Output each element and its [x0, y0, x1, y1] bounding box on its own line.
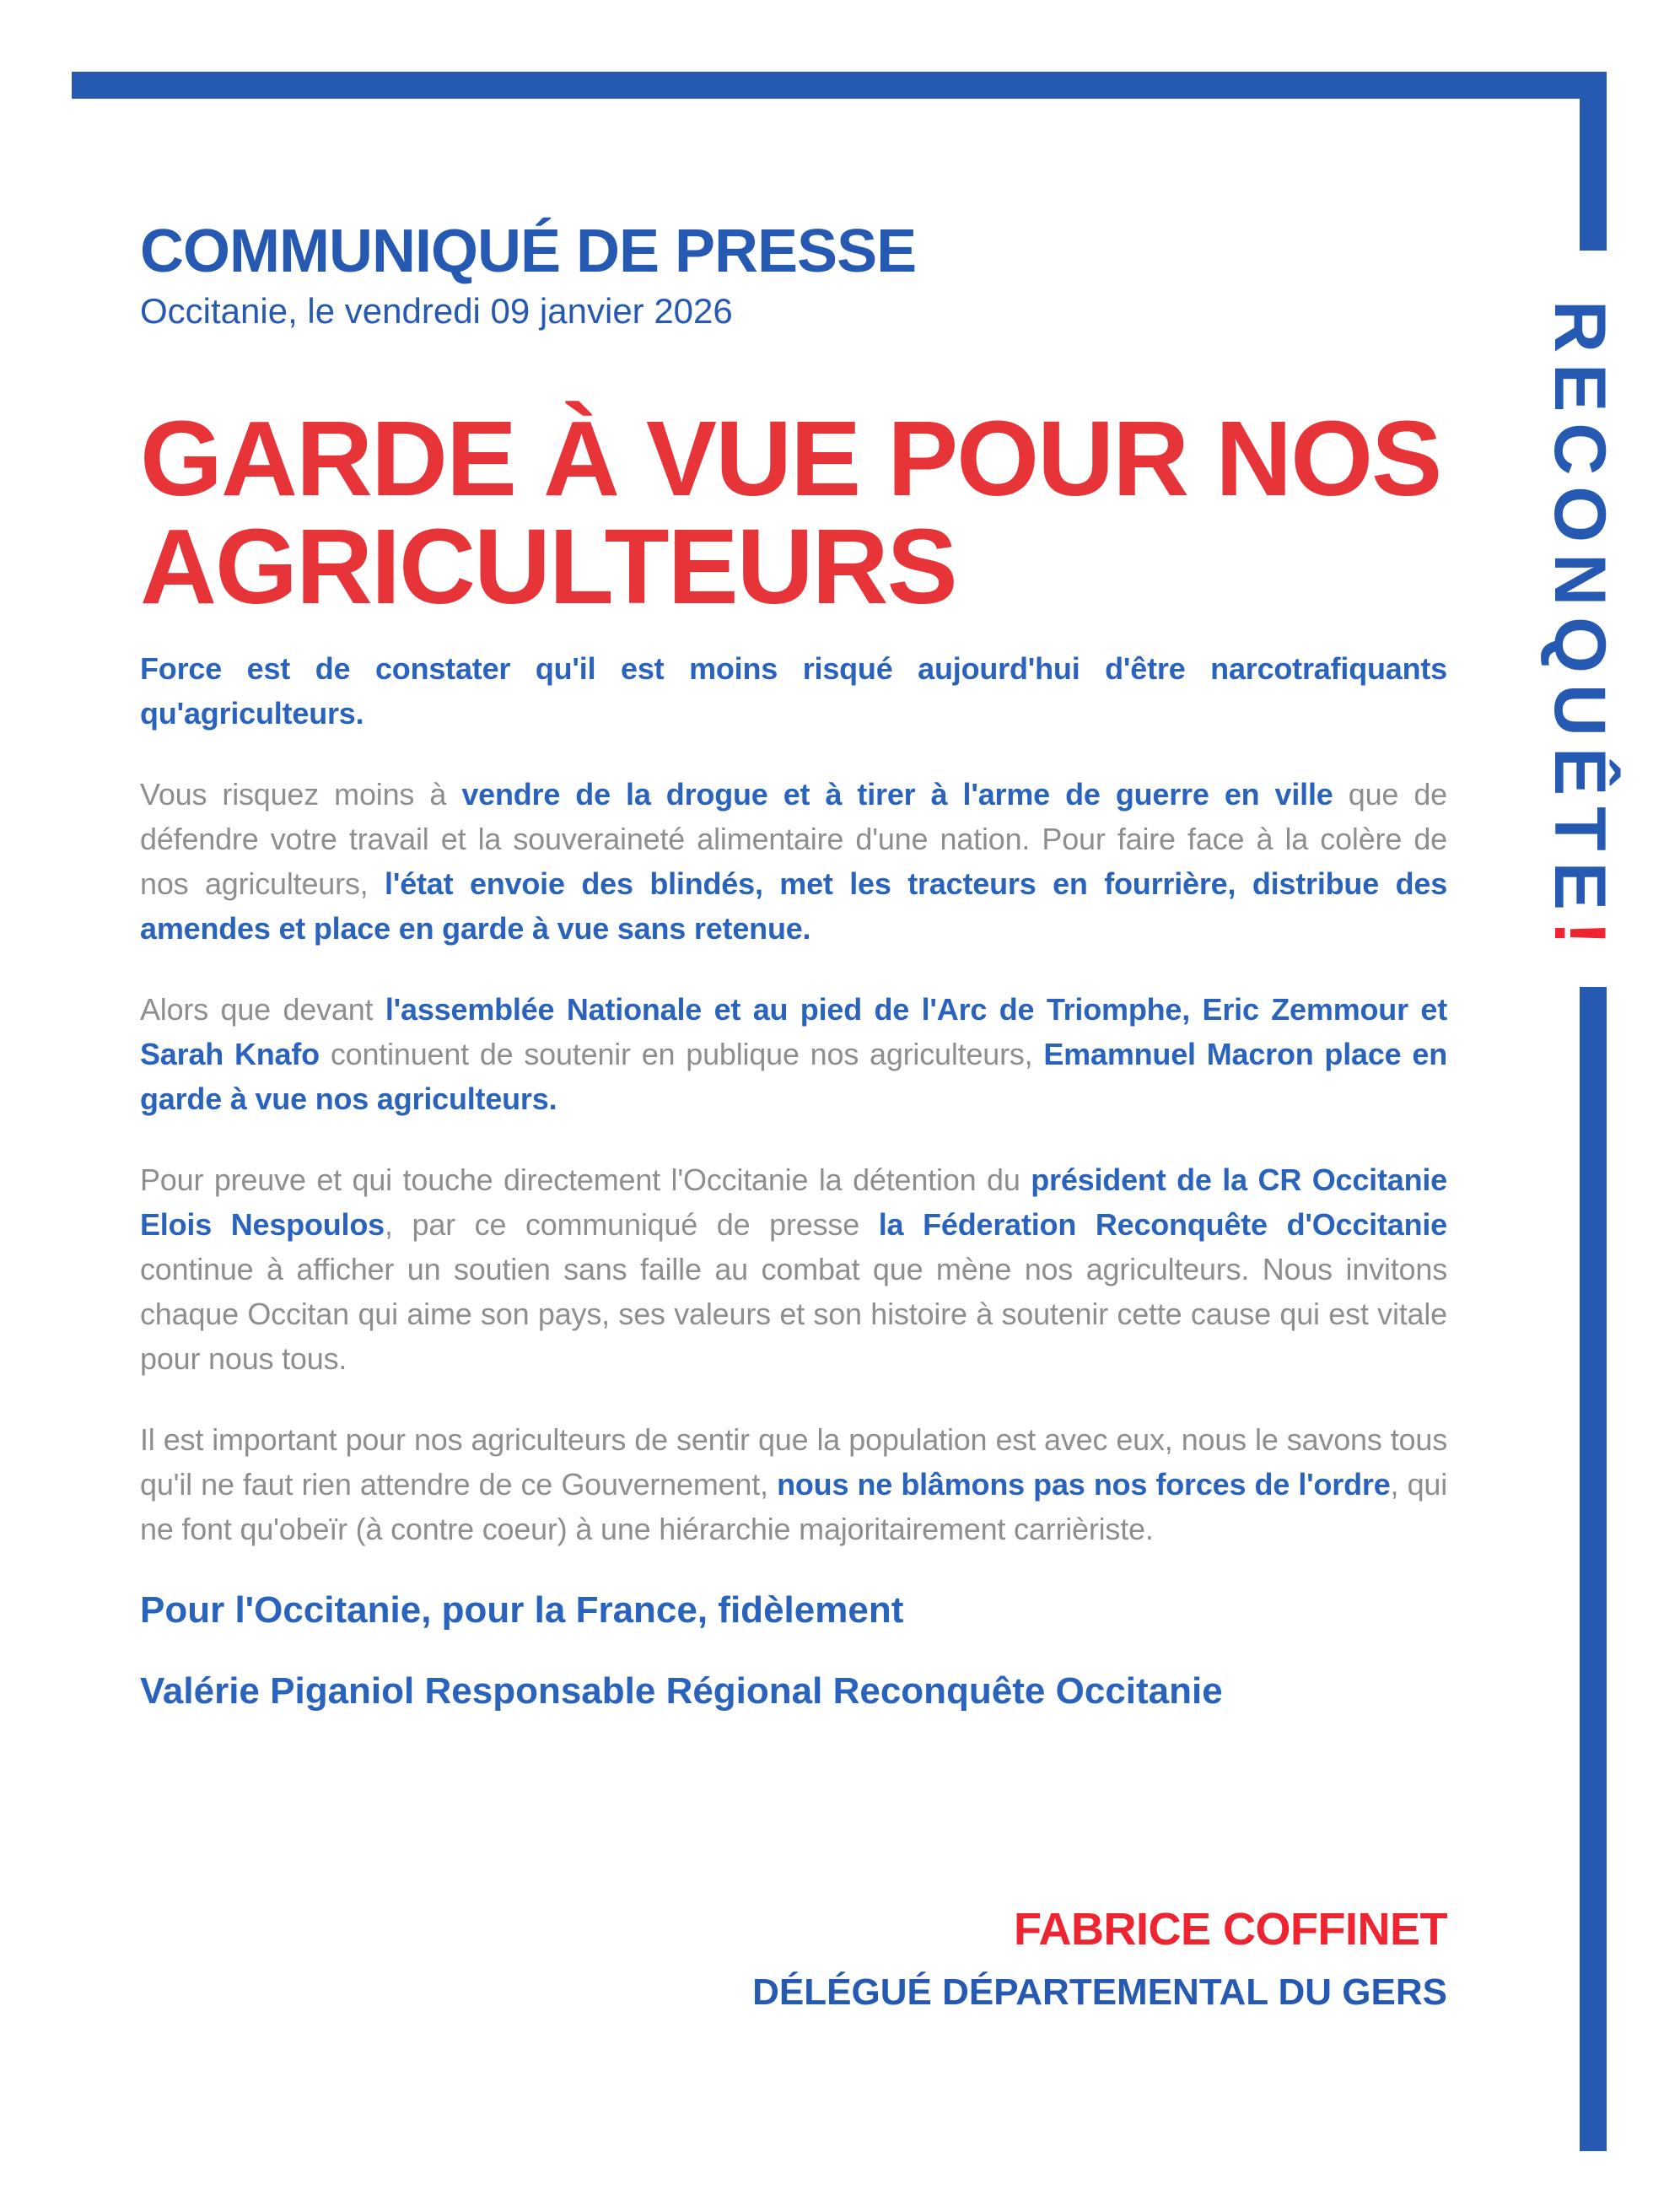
body-paragraph: [140, 772, 1447, 951]
logo-text: RECONQUÊTE: [1539, 300, 1620, 921]
right-border-bar-top: [1580, 72, 1607, 251]
reconquete-logo: [1539, 300, 1620, 957]
headline-line-1: GARDE À VUE POUR NOS: [140, 399, 1441, 518]
closing-line-2: Valérie Piganiol Responsable Régional Reconquête Occitanie: [140, 1670, 1223, 1712]
text-segment: vendre de la drogue et à tirer à l'arme de guerre en ville: [461, 777, 1333, 812]
text-segment: l'état envoie des blindés, met les tracteurs en fourrière, distribue des amendes et place en garde à vue sans retenue.: [140, 866, 1448, 946]
signature-block: [140, 1905, 1447, 2013]
closing-line-1: Pour l'Occitanie, pour la France, fidèlement: [140, 1589, 904, 1631]
text-segment: Alors que devant: [140, 992, 385, 1027]
text-segment: continue à afficher un soutien sans faille au combat que mène nos agriculteurs. Nous invitons chaque Occitan qui aime son pays, ses valeurs et son histoire à soutenir cette cause qui est vitale pour nous tous.: [140, 1252, 1447, 1376]
text-segment: continuent de soutenir en publique nos agriculteurs,: [319, 1037, 1044, 1071]
body-paragraph: [140, 1417, 1447, 1551]
headline-line-2: AGRICULTEURS: [140, 507, 956, 626]
top-border-bar: [72, 72, 1607, 99]
signature-role: DÉLÉGUÉ DÉPARTEMENTAL DU GERS: [752, 1971, 1447, 2013]
logo-exclamation: !: [1539, 920, 1620, 957]
text-segment: l'assemblée Nationale et au pied de l'Arc de Triomphe, Eric Zemmour et Sarah Knafo: [140, 992, 1447, 1071]
text-segment: , qui ne font qu'obeïr (à contre coeur) à une hiérarchie majoritairement carrièriste.: [140, 1467, 1448, 1546]
text-segment: Force est de constater qu'il est moins risqué aujourd'hui d'être narcotrafiquants qu'agriculteurs.: [140, 651, 1447, 731]
body-paragraph: [140, 646, 1447, 736]
headline: [140, 399, 1447, 626]
body-paragraph: [140, 987, 1447, 1121]
page-title: COMMUNIQUÉ DE PRESSE: [140, 218, 917, 285]
right-border-bar-bottom: [1580, 987, 1607, 2151]
signature-name: FABRICE COFFINET: [1014, 1904, 1447, 1955]
body-copy: [140, 646, 1447, 1551]
body-paragraph: [140, 1157, 1447, 1381]
text-segment: président de la CR Occitanie Elois Nespoulos: [140, 1162, 1447, 1242]
content-column: [140, 218, 1448, 1750]
text-segment: Pour preuve et qui touche directement l'Occitanie la détention du: [140, 1162, 1031, 1197]
dateline: Occitanie, le vendredi 09 janvier 2026: [140, 291, 733, 331]
text-segment: que de défendre votre travail et la souveraineté alimentaire d'une nation. Pour faire face à la colère de nos agriculteurs,: [140, 777, 1447, 901]
text-segment: , par ce communiqué de presse: [384, 1207, 879, 1242]
text-segment: Vous risquez moins à: [140, 777, 462, 812]
text-segment: Emamnuel Macron place en garde à vue nos agriculteurs.: [140, 1037, 1447, 1116]
text-segment: Il est important pour nos agriculteurs de sentir que la population est avec eux, nous le savons tous qu'il ne faut rien attendre de ce Gouvernement,: [140, 1422, 1447, 1502]
text-segment: nous ne blâmons pas nos forces de l'ordre: [777, 1467, 1391, 1502]
text-segment: la Féderation Reconquête d'Occitanie: [878, 1207, 1448, 1242]
